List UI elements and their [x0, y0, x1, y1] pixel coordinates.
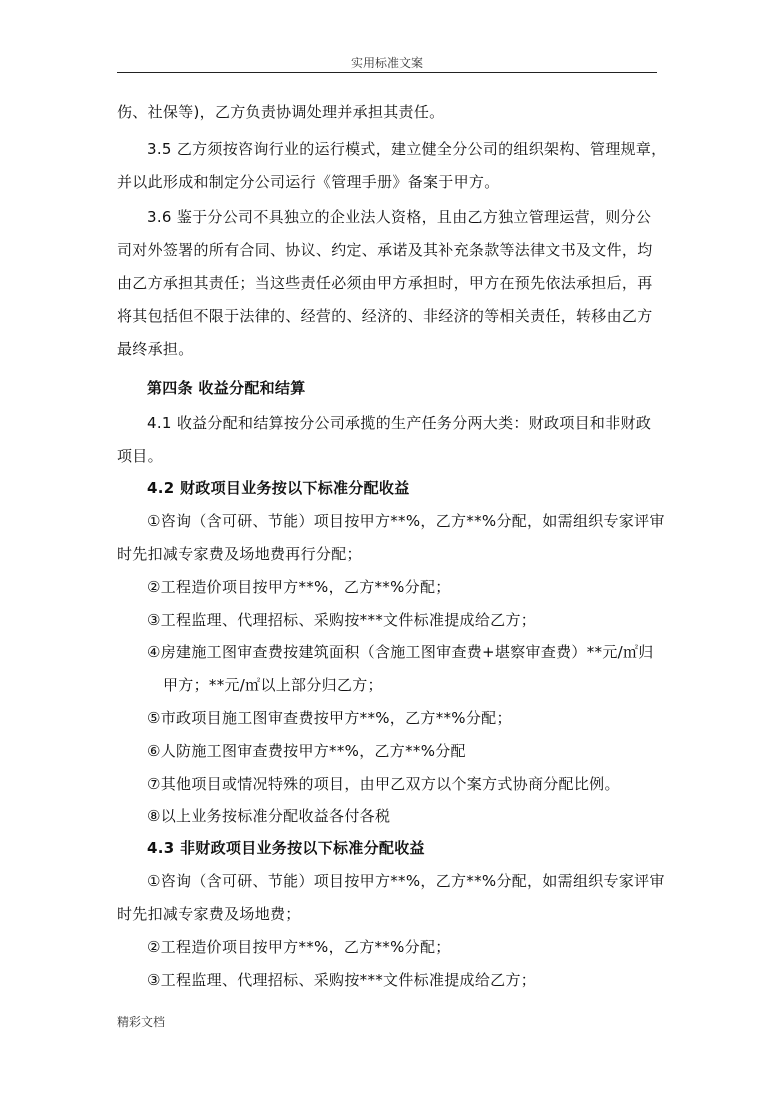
list-item: ④房建施工图审查费按建筑面积（含施工图审查费+堪察审查费）**元/㎡归: [147, 643, 654, 661]
list-item: ①咨询（含可研、节能）项目按甲方**%，乙方**%分配，如需组织专家评审: [147, 872, 665, 890]
section-heading-article-4: 第四条 收益分配和结算: [147, 379, 306, 397]
body-line: 司对外签署的所有合同、协议、约定、承诺及其补充条款等法律文书及文件，均: [117, 241, 653, 259]
body-line: 项目。: [117, 447, 163, 465]
body-line: 伤、社保等)，乙方负责协调处理并承担其责任。: [117, 103, 445, 121]
page-footer: 精彩文档: [117, 1015, 166, 1029]
body-line: 时先扣减专家费及场地费；: [117, 905, 301, 923]
subheading-4-3: 4.3 非财政项目业务按以下标准分配收益: [147, 839, 425, 857]
list-item: ③工程监理、代理招标、采购按***文件标准提成给乙方；: [147, 971, 537, 989]
list-item: ②工程造价项目按甲方**%，乙方**%分配；: [147, 938, 451, 956]
header-divider: [117, 72, 657, 73]
body-line: 最终承担。: [117, 340, 194, 358]
list-item: ⑦其他项目或情况特殊的项目，由甲乙双方以个案方式协商分配比例。: [147, 775, 620, 793]
clause-3-6: 3.6 鉴于分公司不具独立的企业法人资格，且由乙方独立管理运营，则分公: [147, 208, 652, 226]
list-item: ⑧以上业务按标准分配收益各付各税: [147, 807, 391, 825]
body-line: 甲方；**元/㎡以上部分归乙方；: [163, 676, 383, 694]
page-header: 实用标准文案: [350, 56, 423, 70]
body-line: 将其包括但不限于法律的、经营的、经济的、非经济的等相关责任，转移由乙方: [117, 307, 653, 325]
list-item: ③工程监理、代理招标、采购按***文件标准提成给乙方；: [147, 611, 537, 629]
list-item: ⑤市政项目施工图审查费按甲方**%，乙方**%分配；: [147, 709, 512, 727]
clause-4-1: 4.1 收益分配和结算按分公司承揽的生产任务分两大类：财政项目和非财政: [147, 414, 652, 432]
body-line: 由乙方承担其责任；当这些责任必须由甲方承担时，甲方在预先依法承担后，再: [117, 274, 653, 292]
body-line: 并以此形成和制定分公司运行《管理手册》备案于甲方。: [117, 173, 500, 191]
list-item: ②工程造价项目按甲方**%，乙方**%分配；: [147, 578, 451, 596]
body-line: 时先扣减专家费及场地费再行分配；: [117, 545, 362, 563]
list-item: ⑥人防施工图审查费按甲方**%，乙方**%分配: [147, 742, 466, 760]
subheading-4-2: 4.2 财政项目业务按以下标准分配收益: [147, 479, 410, 497]
clause-3-5: 3.5 乙方须按咨询行业的运行模式，建立健全分公司的组织架构、管理规章，: [147, 140, 667, 158]
list-item: ①咨询（含可研、节能）项目按甲方**%，乙方**%分配，如需组织专家评审: [147, 512, 665, 530]
